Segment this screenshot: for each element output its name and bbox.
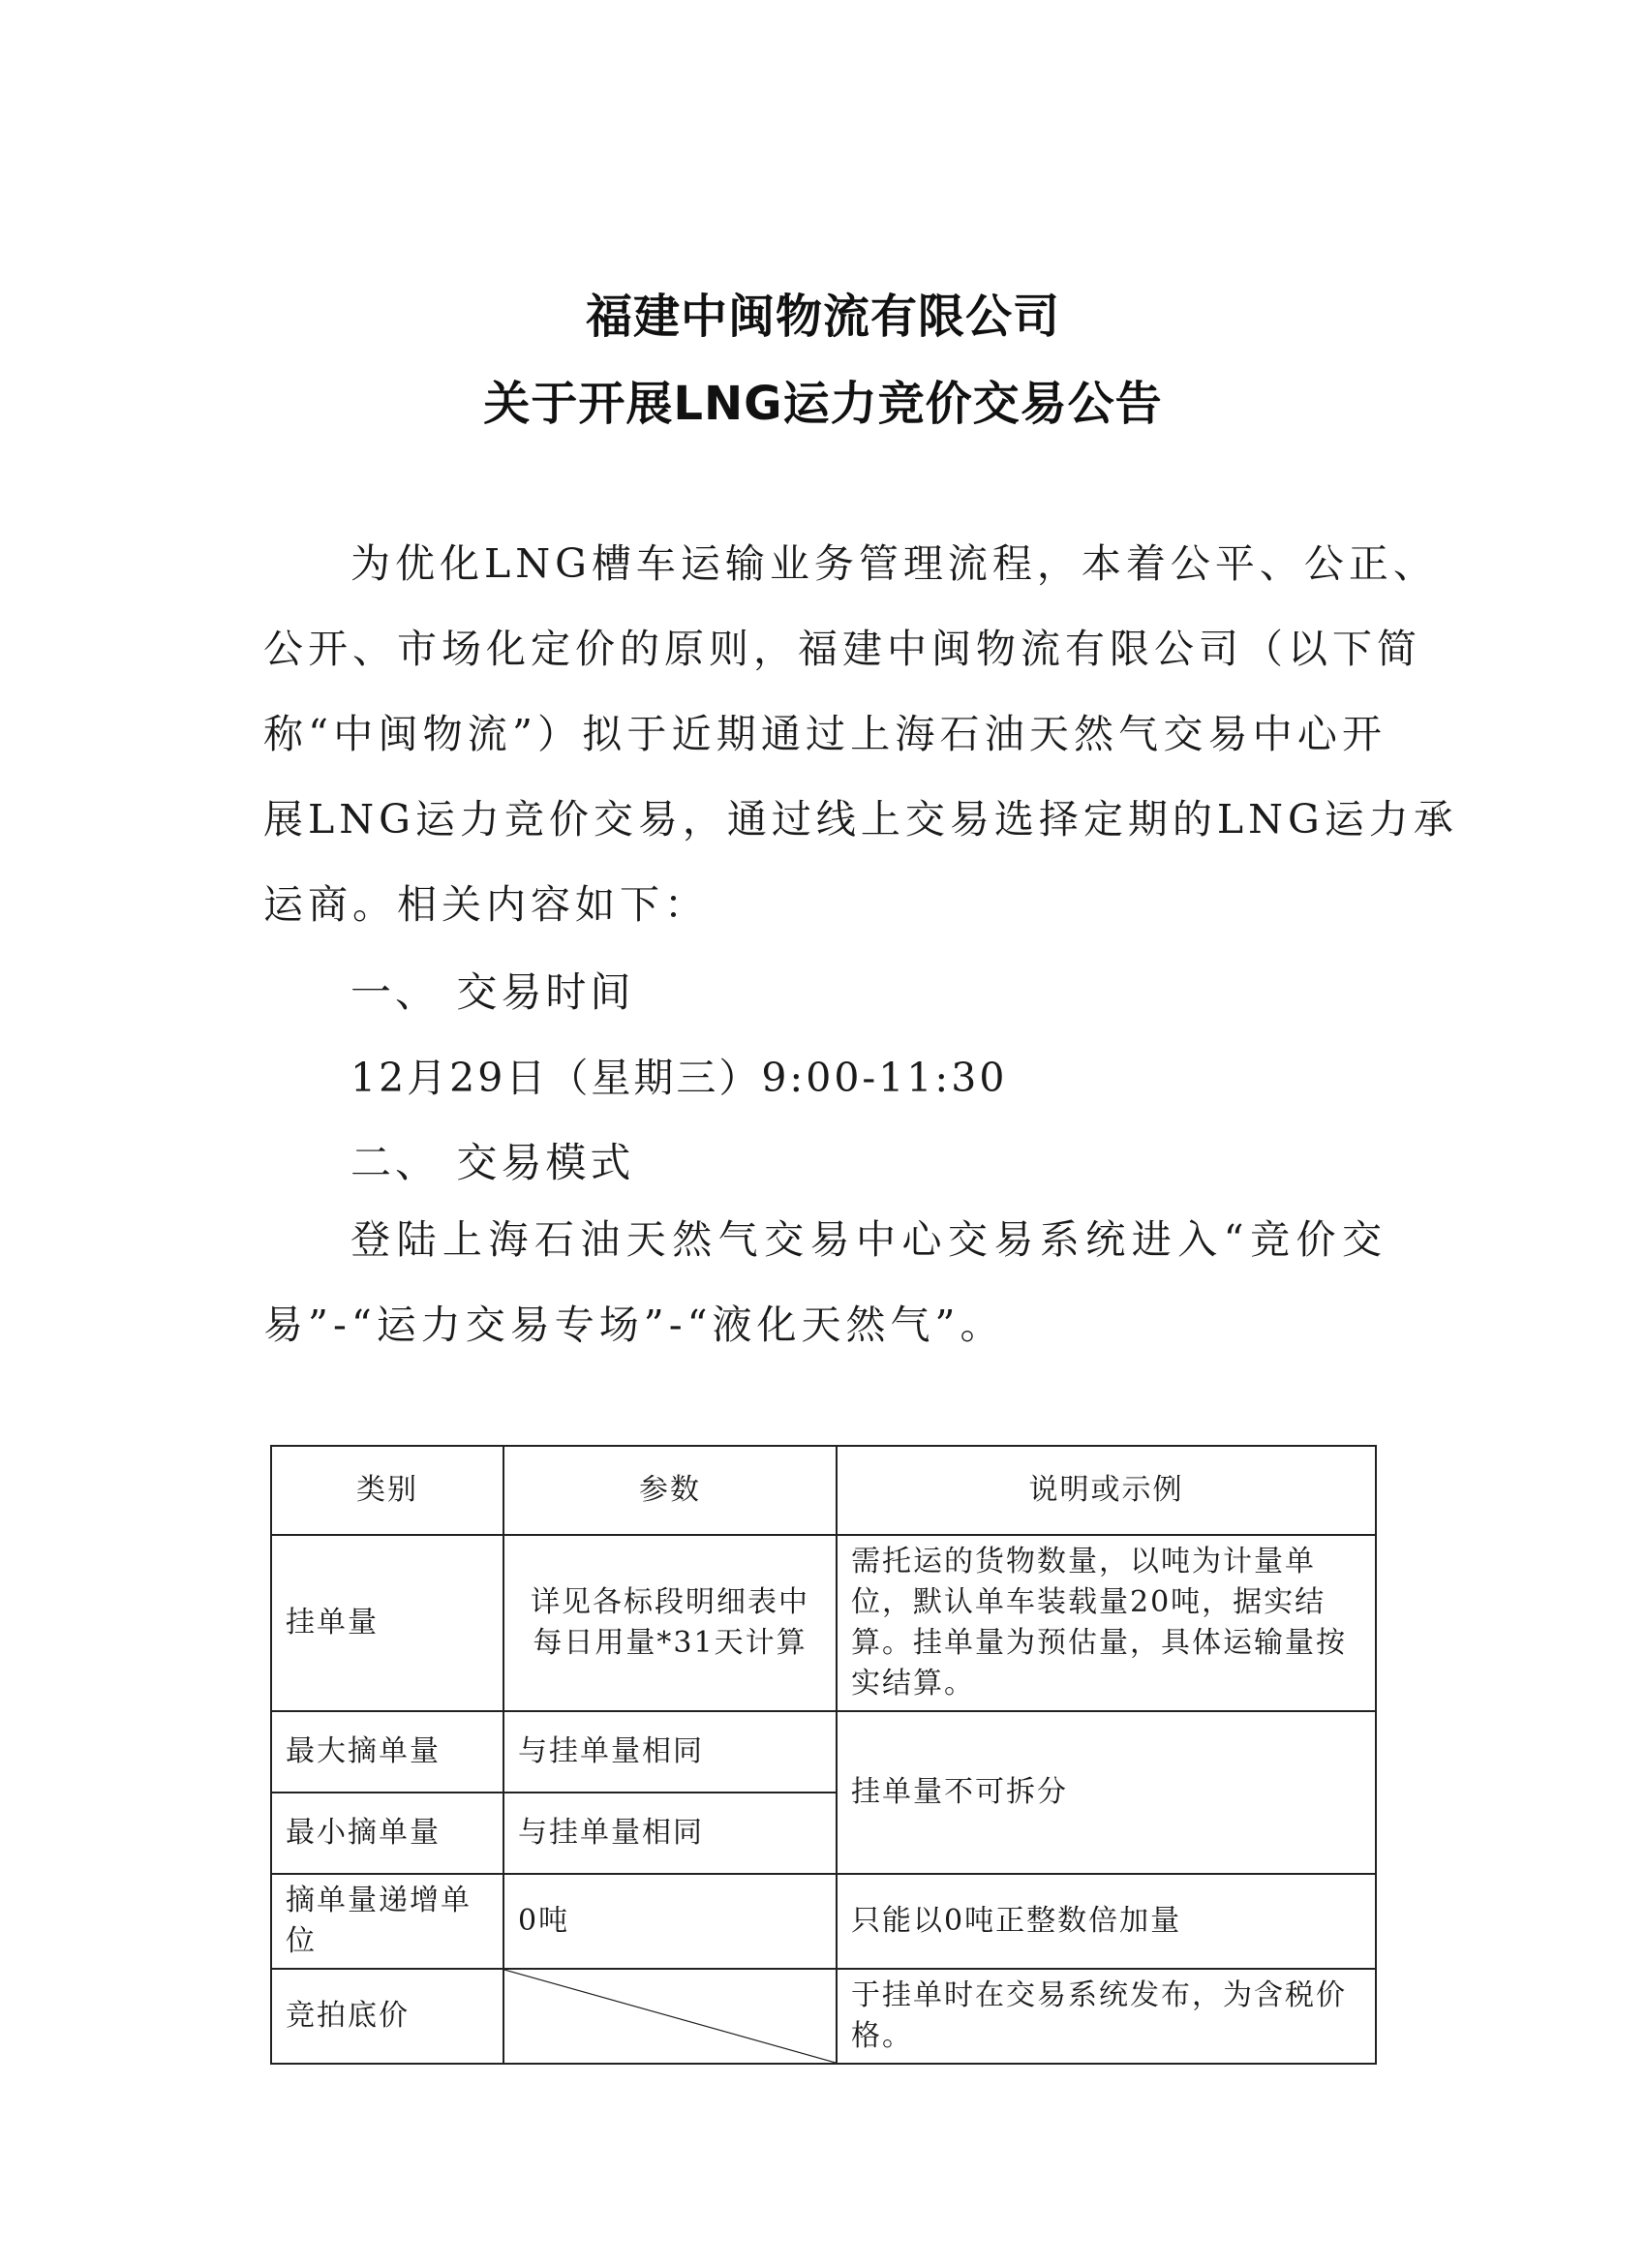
table-header-category: 类别 bbox=[271, 1446, 503, 1535]
table-cell-param: 详见各标段明细表中每日用量*31天计算 bbox=[503, 1535, 837, 1711]
section-heading-trading-time: 一、 交易时间 bbox=[351, 968, 635, 1016]
table-cell-desc: 只能以0吨正整数倍加量 bbox=[837, 1874, 1376, 1969]
intro-line-1: 为优化LNG槽车运输业务管理流程，本着公平、公正、 bbox=[351, 540, 1438, 587]
table-cell-param: 与挂单量相同 bbox=[503, 1793, 837, 1874]
intro-paragraph bbox=[263, 521, 1458, 947]
table-cell-category: 竞拍底价 bbox=[271, 1969, 503, 2064]
table-header-param: 参数 bbox=[503, 1446, 837, 1535]
table-cell-desc: 挂单量不可拆分 bbox=[837, 1711, 1376, 1874]
trading-mode-line-1: 登陆上海石油天然气交易中心交易系统进入“竞价交 bbox=[351, 1216, 1387, 1263]
table-cell-desc: 需托运的货物数量，以吨为计量单位，默认单车装载量20吨，据实结算。挂单量为预估量，具体运输量按实结算。 bbox=[837, 1535, 1376, 1711]
trading-mode-line-2: 易”-“运力交易专场”-“液化天然气”。 bbox=[263, 1302, 1005, 1348]
intro-line-5: 运商。相关内容如下： bbox=[263, 881, 709, 928]
table-cell-category: 挂单量 bbox=[271, 1535, 503, 1711]
table-row bbox=[271, 1711, 1376, 1793]
section-heading-trading-mode: 二、 交易模式 bbox=[351, 1139, 635, 1186]
table-cell-param: 与挂单量相同 bbox=[503, 1711, 837, 1793]
table-row bbox=[271, 1969, 1376, 2064]
intro-line-3: 称“中闽物流”）拟于近期通过上海石油天然气交易中心开 bbox=[263, 711, 1387, 757]
table-row bbox=[271, 1535, 1376, 1711]
table-row bbox=[271, 1874, 1376, 1969]
table-header-desc: 说明或示例 bbox=[837, 1446, 1376, 1535]
table-cell-category: 摘单量递增单位 bbox=[271, 1874, 503, 1969]
table-cell-param: 0吨 bbox=[503, 1874, 837, 1969]
table-cell-category: 最小摘单量 bbox=[271, 1793, 503, 1874]
diagonal-slash-line bbox=[504, 1970, 836, 2063]
table-cell-desc: 于挂单时在交易系统发布，为含税价格。 bbox=[837, 1969, 1376, 2064]
intro-line-4: 展LNG运力竞价交易，通过线上交易选择定期的LNG运力承 bbox=[263, 796, 1458, 843]
trading-mode-paragraph bbox=[263, 1197, 1387, 1367]
trading-time-text: 12月29日（星期三）9:00-11:30 bbox=[351, 1055, 1008, 1101]
document-title-company: 福建中闽物流有限公司 bbox=[585, 290, 1060, 344]
table-header-row bbox=[271, 1446, 1376, 1535]
document-title-announcement: 关于开展LNG运力竞价交易公告 bbox=[483, 377, 1163, 431]
table-cell-category: 最大摘单量 bbox=[271, 1711, 503, 1793]
intro-line-2: 公开、市场化定价的原则，福建中闽物流有限公司（以下简 bbox=[263, 626, 1421, 672]
trading-parameters-table bbox=[270, 1445, 1377, 2065]
table-cell-param-empty bbox=[503, 1969, 837, 2064]
